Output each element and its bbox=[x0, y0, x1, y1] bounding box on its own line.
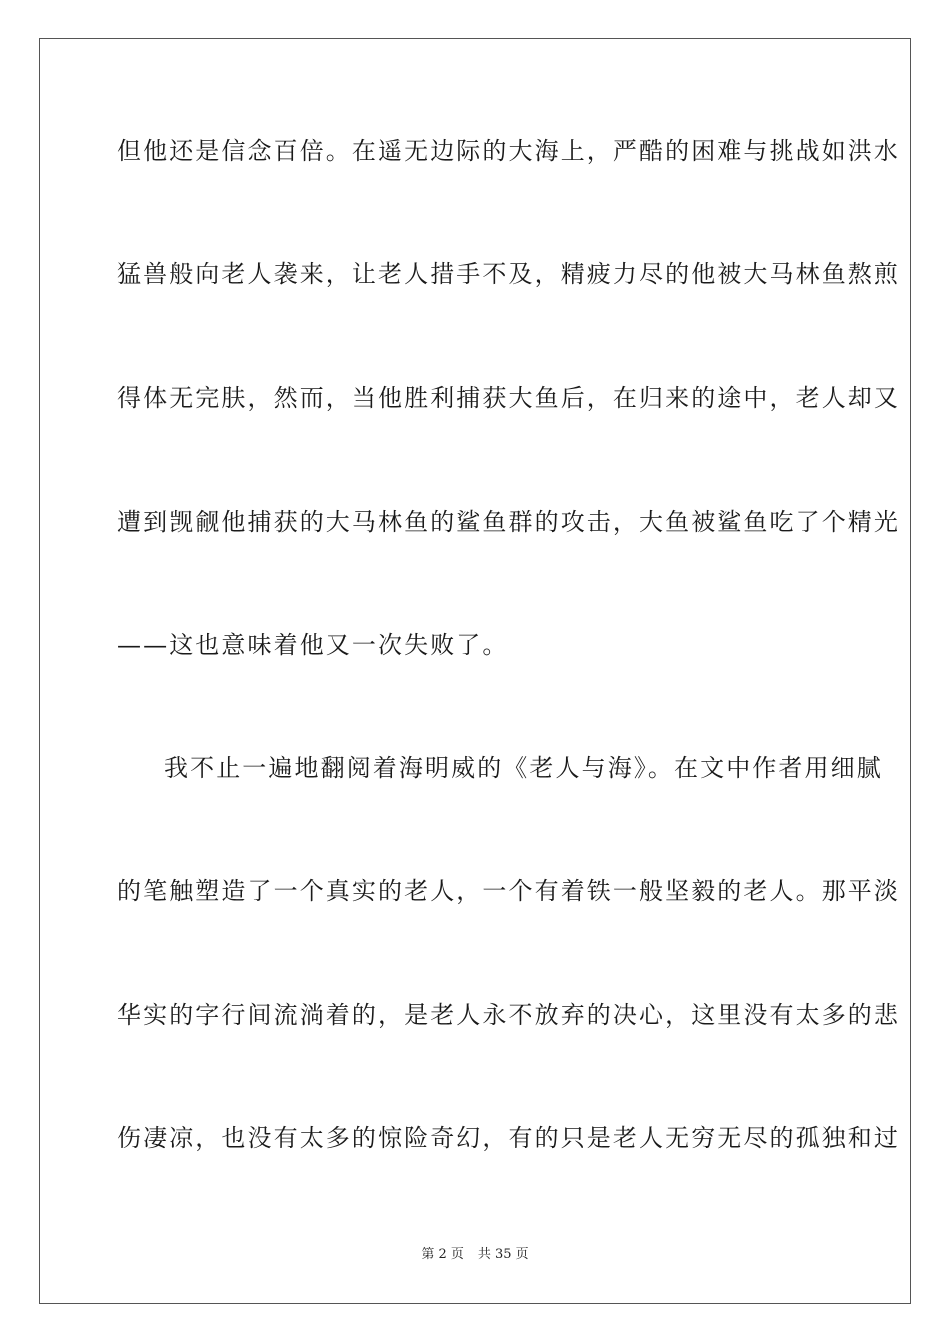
page-total: 共 35 页 bbox=[477, 1247, 529, 1262]
page-frame bbox=[39, 38, 911, 1304]
text-line-6: 我不止一遍地翻阅着海明威的《老人与海》。在文中作者用细腻 bbox=[164, 754, 883, 782]
text-line-7: 的笔触塑造了一个真实的老人，一个有着铁一般坚毅的老人。那平淡 bbox=[117, 877, 900, 905]
page-footer bbox=[0, 1246, 950, 1264]
text-line-2: 猛兽般向老人袭来，让老人措手不及，精疲力尽的他被大马林鱼熬煎 bbox=[117, 260, 900, 288]
page-number: 第 2 页 bbox=[421, 1247, 464, 1262]
text-line-1: 但他还是信念百倍。在遥无边际的大海上，严酷的困难与挑战如洪水 bbox=[117, 137, 900, 165]
text-line-5: ——这也意味着他又一次失败了。 bbox=[117, 631, 509, 659]
text-line-3: 得体无完肤，然而，当他胜利捕获大鱼后，在归来的途中，老人却又 bbox=[117, 384, 900, 412]
text-line-9: 伤凄凉，也没有太多的惊险奇幻，有的只是老人无穷无尽的孤独和过 bbox=[117, 1124, 900, 1152]
text-line-4: 遭到觊觎他捕获的大马林鱼的鲨鱼群的攻击，大鱼被鲨鱼吃了个精光 bbox=[117, 508, 900, 536]
text-line-8: 华实的字行间流淌着的，是老人永不放弃的决心，这里没有太多的悲 bbox=[117, 1001, 900, 1029]
